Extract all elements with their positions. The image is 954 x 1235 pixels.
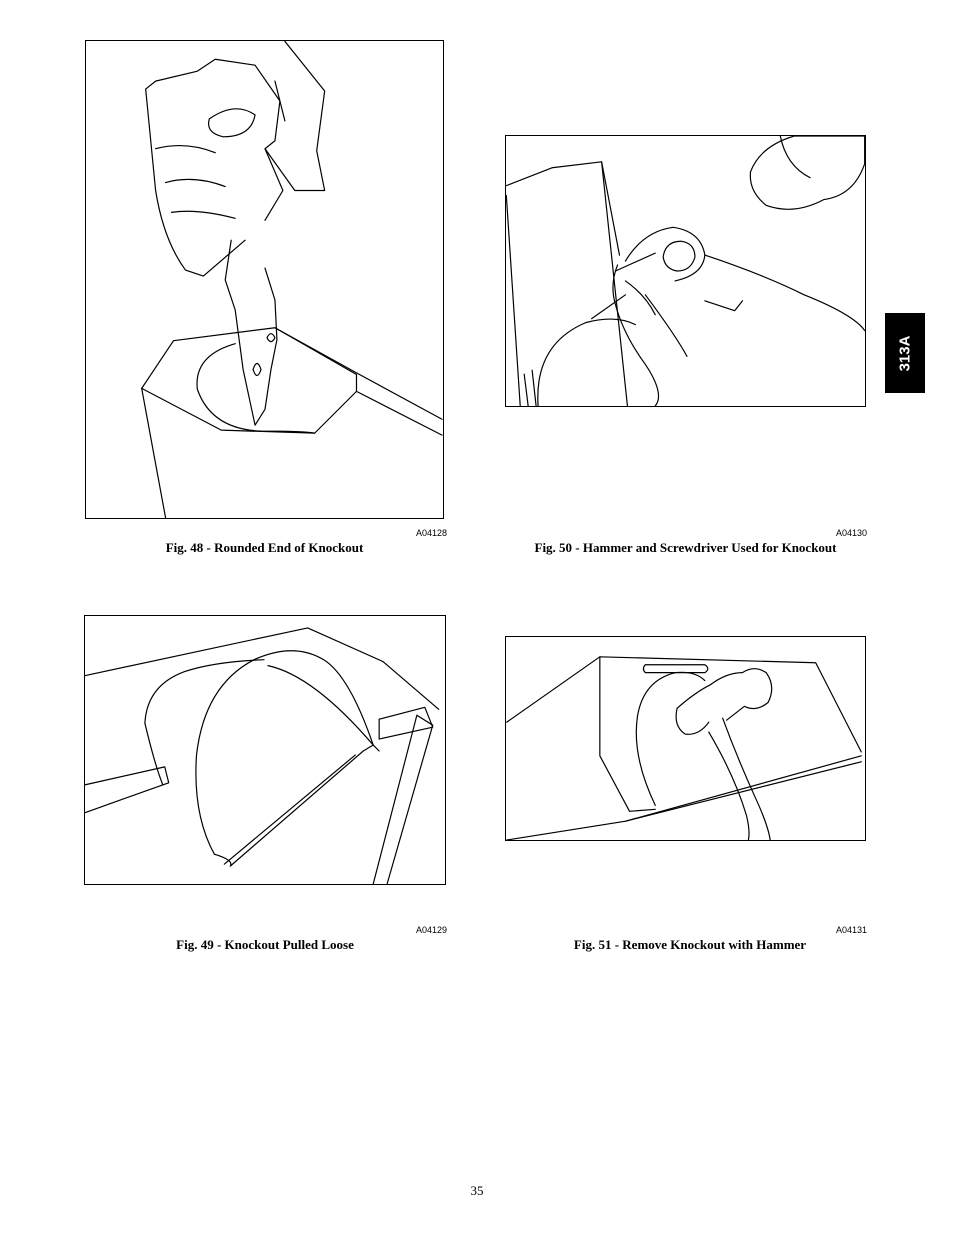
figure-48-caption: Fig. 48 - Rounded End of Knockout	[165, 540, 364, 555]
hammer-knockout-illustration	[506, 637, 865, 840]
figure-49-image	[84, 615, 446, 885]
hammer-screwdriver-illustration	[506, 136, 865, 406]
section-tab	[885, 313, 925, 393]
figure-49-caption: Fig. 49 - Knockout Pulled Loose	[176, 937, 354, 952]
figure-48-code: A04128	[416, 528, 448, 538]
figure-51-caption: Fig. 51 - Remove Knockout with Hammer	[573, 937, 807, 952]
tin-snips-illustration	[86, 41, 443, 518]
figure-51-image	[505, 636, 866, 841]
figure-50-caption: Fig. 50 - Hammer and Screwdriver Used for Knockout	[534, 540, 837, 555]
figure-50-image	[505, 135, 866, 407]
figure-51-code: A04131	[836, 925, 868, 935]
page-number: 35	[470, 1183, 484, 1198]
figure-50-code: A04130	[836, 528, 868, 538]
figure-48-image	[85, 40, 444, 519]
section-tab-label: 313A	[896, 335, 914, 371]
figure-49-code: A04129	[416, 925, 448, 935]
knockout-loose-illustration	[85, 616, 445, 884]
